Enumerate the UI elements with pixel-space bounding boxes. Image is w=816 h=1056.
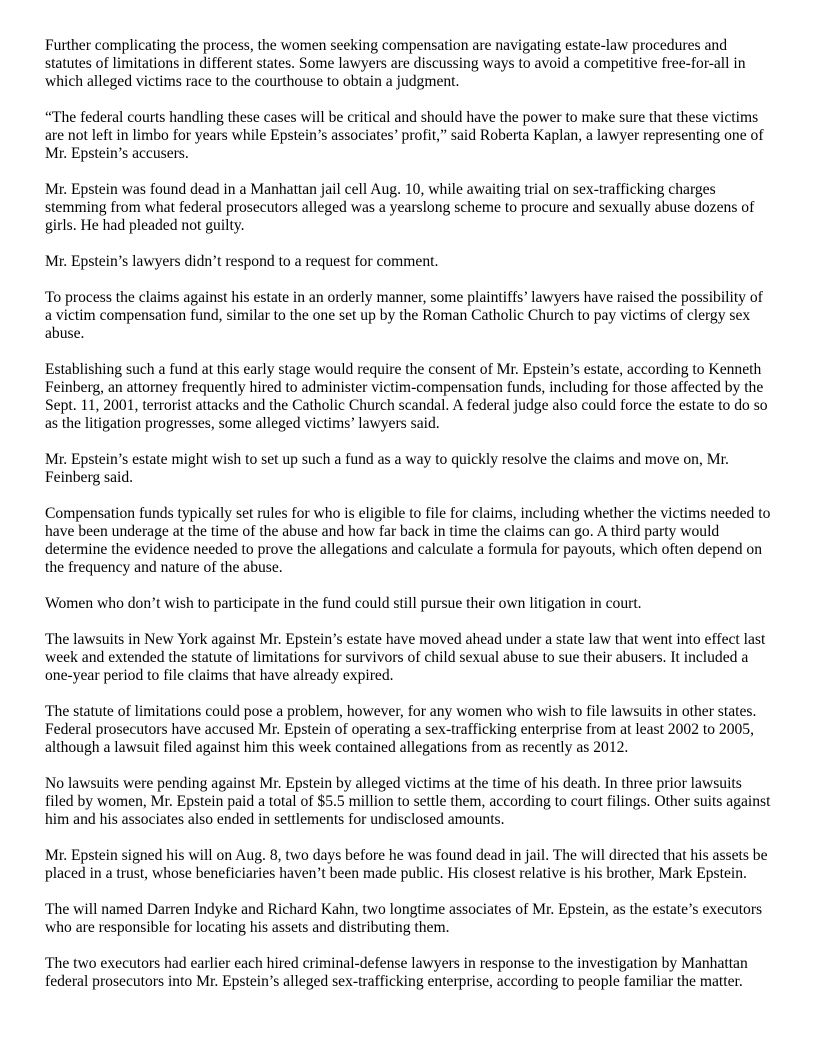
paragraph: Further complicating the process, the women seeking compensation are navigating estate-law procedures and statutes of limitations in different states. Some lawyers are discussing ways to avoid a competitive free-for-all in which alleged victims race to the courthouse to obtain a judgment.: [45, 37, 746, 90]
paragraph: Women who don’t wish to participate in the fund could still pursue their own litigation in court.: [45, 595, 642, 612]
paragraph: Mr. Epstein was found dead in a Manhattan jail cell Aug. 10, while awaiting trial on sex-trafficking charges stemming from what federal prosecutors alleged was a yearslong scheme to procure and sexually abuse dozens of girls. He had pleaded not guilty.: [45, 181, 755, 234]
paragraph: “The federal courts handling these cases will be critical and should have the power to make sure that these victims are not left in limbo for years while Epstein’s associates’ profit,” said Roberta Kaplan, a lawyer representing one of Mr. Epstein’s accusers.: [45, 109, 764, 162]
paragraph: The will named Darren Indyke and Richard Kahn, two longtime associates of Mr. Epstein, as the estate’s executors who are responsible for locating his assets and distributing them.: [45, 901, 763, 936]
paragraph: The statute of limitations could pose a problem, however, for any women who wish to file lawsuits in other states. Federal prosecutors have accused Mr. Epstein of operating a sex-trafficking enterprise from at least 2002 to 2005, although a lawsuit filed against him this week contained allegations from as recently as 2012.: [45, 703, 757, 756]
paragraph: Establishing such a fund at this early stage would require the consent of Mr. Epstein’s estate, according to Kenneth Feinberg, an attorney frequently hired to administer victim-compensation funds, including for those affected by the Sept. 11, 2001, terrorist attacks and the Catholic Church scandal. A federal judge also could force the estate to do so as the litigation progresses, some alleged victims’ lawyers said.: [45, 361, 768, 432]
paragraph: Mr. Epstein signed his will on Aug. 8, two days before he was found dead in jail. The will directed that his assets be placed in a trust, whose beneficiaries haven’t been made public. His closest relative is his brother, Mark Epstein.: [45, 847, 768, 882]
paragraph: Mr. Epstein’s lawyers didn’t respond to a request for comment.: [45, 253, 439, 270]
paragraph: The two executors had earlier each hired criminal-defense lawyers in response to the investigation by Manhattan federal prosecutors into Mr. Epstein’s alleged sex-trafficking enterprise, according to people familiar the matter.: [45, 955, 748, 990]
paragraph: No lawsuits were pending against Mr. Epstein by alleged victims at the time of his death. In three prior lawsuits filed by women, Mr. Epstein paid a total of $5.5 million to settle them, according to court filings. Other suits against him and his associates also ended in settlements for undisclosed amounts.: [45, 775, 771, 828]
article-body: [45, 37, 771, 1009]
paragraph: Mr. Epstein’s estate might wish to set up such a fund as a way to quickly resolve the claims and move on, Mr. Feinberg said.: [45, 451, 729, 486]
paragraph: To process the claims against his estate in an orderly manner, some plaintiffs’ lawyers have raised the possibility of a victim compensation fund, similar to the one set up by the Roman Catholic Church to pay victims of clergy sex abuse.: [45, 289, 763, 342]
paragraph: Compensation funds typically set rules for who is eligible to file for claims, including whether the victims needed to have been underage at the time of the abuse and how far back in time the claims can go. A third party would determine the evidence needed to prove the allegations and calculate a formula for payouts, which often depend on the frequency and nature of the abuse.: [45, 505, 771, 576]
paragraph: The lawsuits in New York against Mr. Epstein’s estate have moved ahead under a state law that went into effect last week and extended the statute of limitations for survivors of child sexual abuse to sue their abusers. It included a one-year period to file claims that have already expired.: [45, 631, 766, 684]
